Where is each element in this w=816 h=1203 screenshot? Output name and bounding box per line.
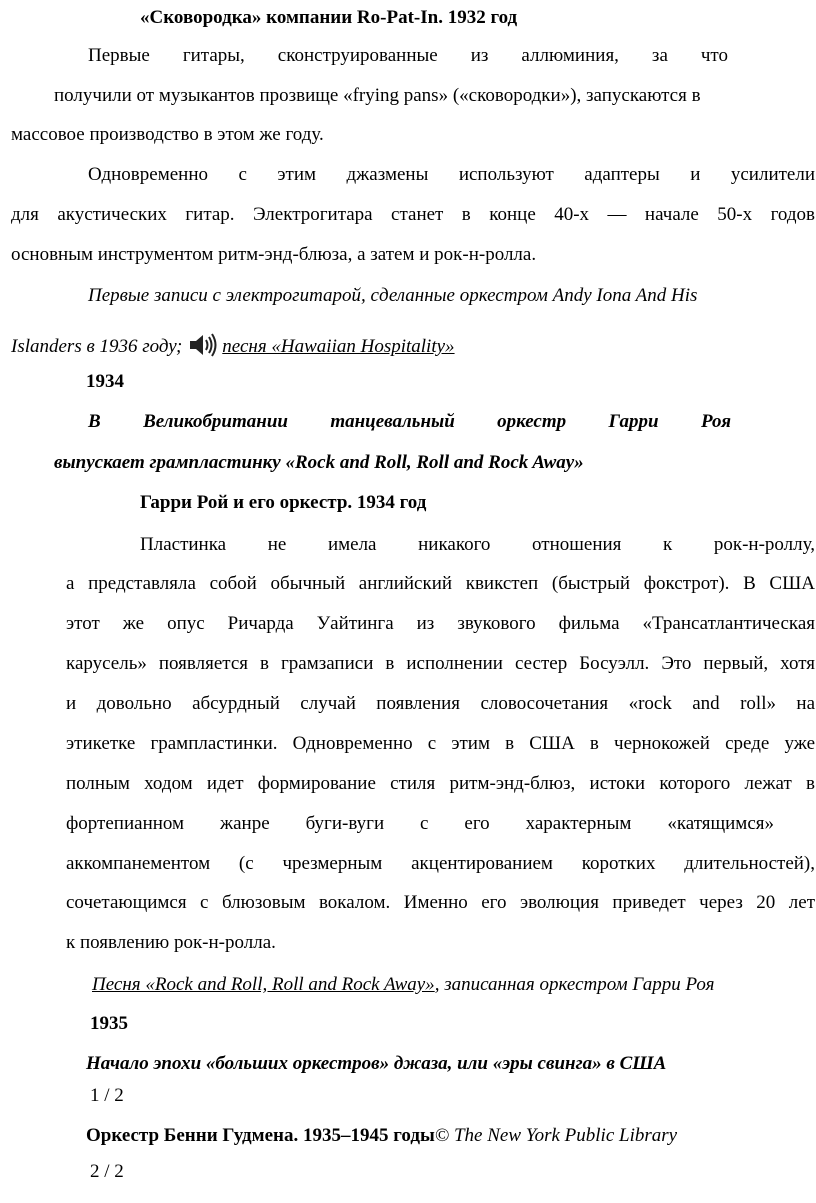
- paragraph-line: аккомпанементом (с чрезмерным акцентированием коротких длительностей),: [66, 853, 815, 874]
- swing-era-heading: Начало эпохи «больших оркестров» джаза, или «эры свинга» в США: [86, 1053, 667, 1074]
- paragraph-line: основным инструментом ритм-энд-блюза, а затем и рок-н-ролла.: [11, 244, 537, 265]
- paragraph-line: фортепианном жанре буги-вуги с его характерным «катящимся»: [66, 813, 774, 834]
- caption-harry-roy: Гарри Рой и его оркестр. 1934 год: [140, 492, 427, 513]
- uk-line-2: выпускает грампластинку «Rock and Roll, Roll and Rock Away»: [54, 452, 584, 473]
- records-line-1: Первые записи с электрогитарой, сделанные оркестром Andy Iona And His: [88, 285, 698, 306]
- paragraph-line: к появлению рок-н-ролла.: [66, 932, 276, 953]
- paragraph-line: для акустических гитар. Электрогитара станет в конце 40-х — начале 50-х годов: [11, 204, 815, 225]
- heading-1932: «Сковородка» компании Ro-Pat-In. 1932 год: [140, 7, 518, 28]
- paragraph-line: Первые гитары, сконструированные из аллюминия, за что: [88, 45, 728, 66]
- paragraph-line: получили от музыкантов прозвище «frying pans» («сковородки»), запускаются в: [54, 85, 701, 106]
- records-line-2: [11, 332, 455, 359]
- year-1935: 1935: [90, 1013, 128, 1034]
- song-link-hawaiian-hospitality[interactable]: песня «Hawaiian Hospitality»: [222, 336, 455, 357]
- goodman-caption-text: Оркестр Бенни Гудмена. 1935–1945 годы: [86, 1125, 435, 1146]
- song-caption-rock-and-roll: [92, 973, 714, 997]
- paragraph-line: сочетающимся с блюзовым вокалом. Именно его эволюция приведет через 20 лет: [66, 892, 815, 913]
- paragraph-line: этот же опус Ричарда Уайтинга из звукового фильма «Трансатлантическая: [66, 613, 815, 634]
- paragraph-line: карусель» появляется в грамзаписи в исполнении сестер Босуэлл. Это первый, хотя: [66, 653, 815, 674]
- page-indicator: 2 / 2: [90, 1161, 124, 1182]
- song-caption-rest: , записанная оркестром Гарри Роя: [434, 974, 715, 995]
- goodman-credit: © The New York Public Library: [434, 1125, 678, 1146]
- song-link-rock-and-roll[interactable]: Песня «Rock and Roll, Roll and Rock Away»: [92, 974, 435, 995]
- speaker-icon[interactable]: [188, 332, 218, 358]
- paragraph-line: полным ходом идет формирование стиля ритм-энд-блюз, истоки которого лежат в: [66, 773, 815, 794]
- paragraph-line: массовое производство в этом же году.: [11, 124, 324, 145]
- paragraph-line: Одновременно с этим джазмены используют адаптеры и усилители: [88, 164, 815, 185]
- records-line-2-text: Islanders в 1936 году;: [11, 336, 183, 357]
- caption-benny-goodman: [86, 1124, 677, 1148]
- page-indicator: 1 / 2: [90, 1085, 124, 1106]
- uk-line-1: В Великобритании танцевальный оркестр Гарри Роя: [88, 411, 731, 432]
- year-1934: 1934: [86, 371, 124, 392]
- paragraph-line: Пластинка не имела никакого отношения к рок-н-роллу,: [140, 534, 815, 555]
- paragraph-line: а представляла собой обычный английский квикстеп (быстрый фокстрот). В США: [66, 573, 815, 594]
- paragraph-line: и довольно абсурдный случай появления словосочетания «rock and roll» на: [66, 693, 815, 714]
- paragraph-line: этикетке грампластинки. Одновременно с этим в США в чернокожей среде уже: [66, 733, 815, 754]
